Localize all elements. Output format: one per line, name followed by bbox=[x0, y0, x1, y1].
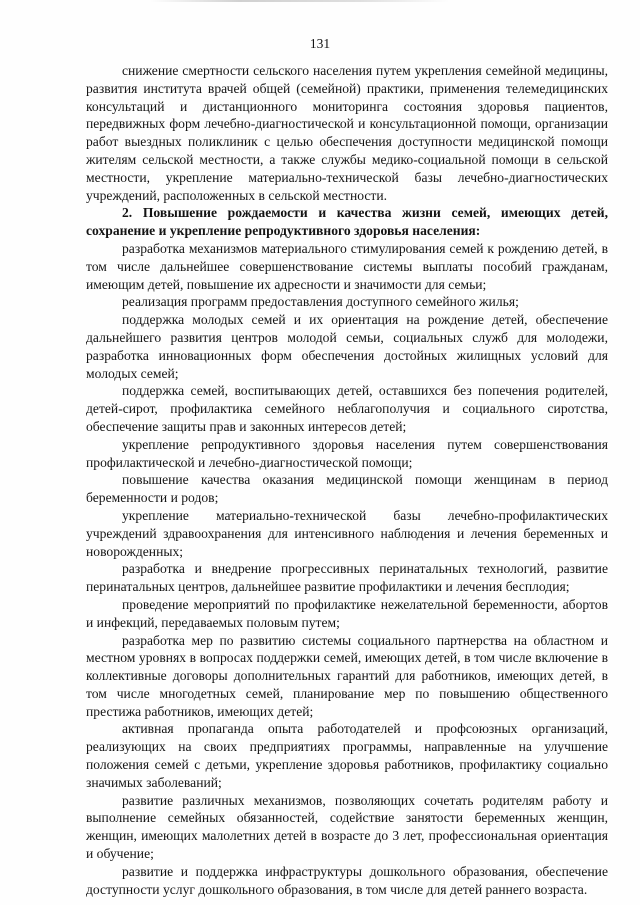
paragraph-employer-promotion: активная пропаганда опыта работодателей и профсоюзных организаций, реализующих на своих предприятиях программы, направленные на улучшение положения семей с детьми, укрепление здоровья работников, профилактику социально значимых заболеваний; bbox=[86, 721, 608, 790]
paragraph-prevention: проведение мероприятий по профилактике нежелательной беременности, абортов и инфекций, передаваемых половым путем; bbox=[86, 596, 608, 630]
paragraph-social-partnership: разработка мер по развитию системы социального партнерства на областном и местном уровнях в вопросах поддержки семей, имеющих детей, в том числе включение в коллективные договоры дополнительных гарантий для работников, имеющих детей, в том числе многодетных семей, планирование мер по повышению общественного престижа работников, имеющих детей; bbox=[86, 632, 608, 719]
paragraph-reproductive-health: укрепление репродуктивного здоровья населения путем совершенствования профилактической и лечебно-диагностической помощи; bbox=[86, 436, 608, 470]
paragraph-preschool: развитие и поддержка инфраструктуры дошкольного образования, обеспечение доступности услуг дошкольного образования, в том числе для детей раннего возраста. bbox=[86, 863, 608, 897]
scan-edge-mark bbox=[150, 0, 450, 2]
paragraph-family-housing: реализация программ предоставления доступного семейного жилья; bbox=[122, 294, 519, 310]
document-body bbox=[86, 62, 608, 898]
paragraph-facility-base: укрепление материально-технической базы лечебно-профилактических учреждений здравоохранения для интенсивного наблюдения и лечения беременных и новорожденных; bbox=[86, 507, 608, 559]
paragraph-maternal-care: повышение качества оказания медицинской помощи женщинам в период беременности и родов; bbox=[86, 472, 608, 506]
paragraph-young-families: поддержка молодых семей и их ориентация на рождение детей, обеспечение дальнейшего развития центров молодой семьи, социальных служб для молодежи, разработка инновационных форм обеспечения достойных жилищных условий для молодых семей; bbox=[86, 312, 608, 381]
section-heading: 2. Повышение рождаемости и качества жизни семей, имеющих детей, сохранение и укрепление репродуктивного здоровья населения: bbox=[86, 205, 608, 239]
page-number: 131 bbox=[309, 36, 331, 51]
paragraph-work-family-balance: развитие различных механизмов, позволяющих сочетать родителям работу и выполнение семейных обязанностей, содействие занятости беременных женщин, женщин, имеющих малолетних детей в возрасте до 3 лет, профессиональная ориентация и обучение; bbox=[86, 792, 608, 862]
paragraph-material-incentives: разработка механизмов материального стимулирования семей к рождению детей, в том числе дальнейшее совершенствование системы выплаты пособий гражданам, имеющим детей, повышение их адресности и значимости для семьи; bbox=[86, 240, 608, 292]
paragraph-perinatal-tech: разработка и внедрение прогрессивных перинатальных технологий, развитие перинатальных центров, дальнейшее развитие профилактики и лечения бесплодия; bbox=[86, 561, 608, 595]
paragraph-foster-support: поддержка семей, воспитывающих детей, оставшихся без попечения родителей, детей-сирот, профилактика семейного неблагополучия и социального сиротства, обеспечение защиты прав и законных интересов детей; bbox=[86, 383, 608, 434]
paragraph-rural-mortality: снижение смертности сельского населения путем укрепления семейной медицины, развития института врачей общей (семейной) практики, применения телемедицинских консультаций и дистанционного мониторинга состояния здоровья пациентов, передвижных форм лечебно-диагностической и консультационной помощи, организации работ выездных поликлиник с целью обеспечения доступности медицинской помощи жителям сельской местности, а также службы медико-социальной помощи в сельской местности, укрепление материально-технической базы лечебно-диагностических учреждений, расположенных в сельской местности. bbox=[86, 63, 608, 203]
